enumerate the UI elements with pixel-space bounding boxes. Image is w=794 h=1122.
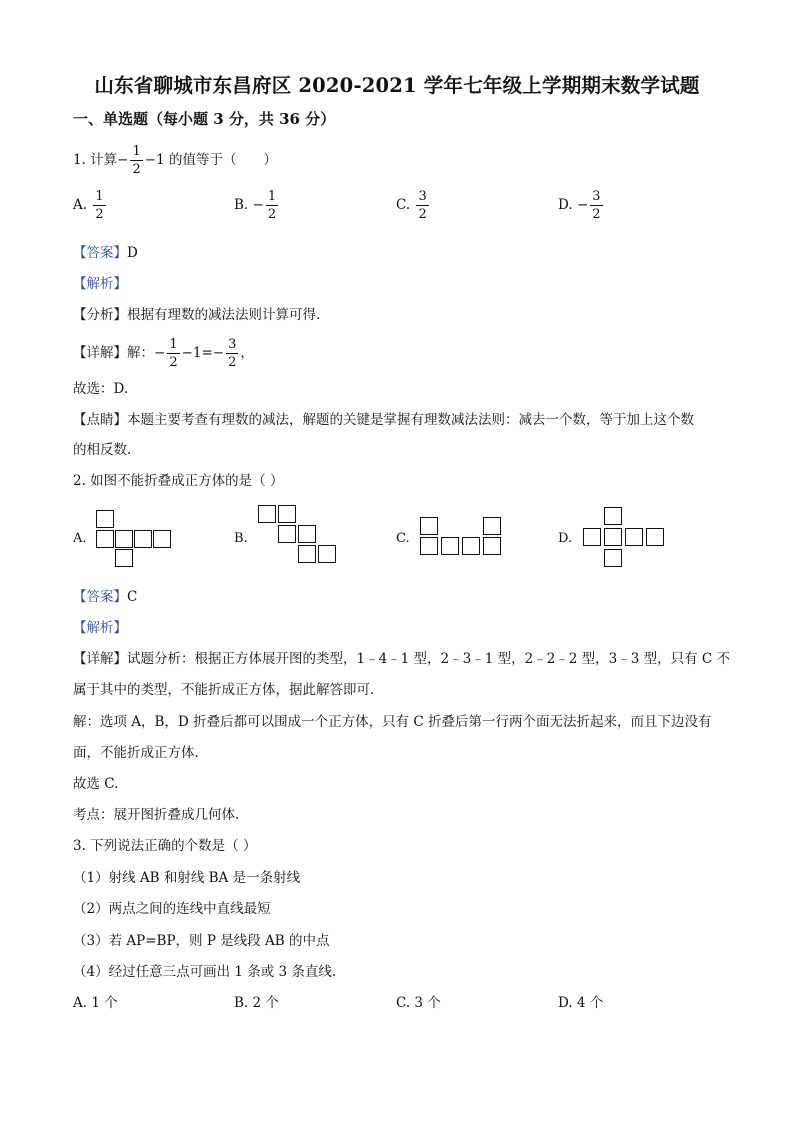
q2-detail-line2: 属于其中的类型，不能折成正方体，据此解答即可. — [73, 682, 375, 698]
net-square — [441, 537, 459, 555]
net-square — [483, 537, 501, 555]
q3-option-b: B. 2 个 — [234, 995, 279, 1011]
net-square — [298, 545, 316, 563]
q3-item: （1）射线 AB 和射线 BA 是一条射线 — [73, 870, 301, 886]
net-square — [318, 545, 336, 563]
net-square — [420, 537, 438, 555]
net-square — [604, 507, 622, 525]
net-square — [420, 517, 438, 535]
q1-option-c: C. $\frac{3}{2}$ — [396, 189, 427, 222]
q1-analysis-tag: 【解析】 — [73, 276, 127, 292]
q2-kaodian: 考点：展开图折叠成几何体. — [73, 807, 240, 823]
q1-detail: 【详解】解：− $\frac{1}{2}$ −1=− $\frac{3}{2}$ ， — [73, 337, 254, 370]
q3-item: （2）两点之间的连线中直线最短 — [73, 901, 271, 917]
q3-item: （3）若 AP=BP，则 P 是线段 AB 的中点 — [73, 933, 330, 949]
q2-analysis-tag: 【解析】 — [73, 620, 127, 636]
q2-option-d-label: D. — [558, 531, 573, 546]
q2-option-c-label: C. — [396, 531, 410, 546]
question-3-stem: 3. 下列说法正确的个数是（ ） — [73, 838, 257, 854]
net-square — [298, 525, 316, 543]
q2-option-a-label: A. — [73, 531, 87, 546]
question-2-stem: 2. 如图不能折叠成正方体的是（ ） — [73, 473, 284, 489]
net-square — [604, 528, 622, 546]
question-1-stem: 1. 计算− $\frac{1}{2}$ −1 的值等于（ ） — [73, 144, 277, 177]
q2-solution-line1: 解：选项 A，B，D 折叠后都可以围成一个正方体，只有 C 折叠后第一行两个面无法折起来，而且下边没有 — [73, 714, 712, 730]
q3-option-d: D. 4 个 — [558, 995, 604, 1011]
q1-comment-line2: 的相反数. — [73, 442, 132, 458]
q2-option-b-label: B. — [234, 531, 248, 546]
net-square — [153, 530, 171, 548]
section-heading: 一、单选题（每小题 3 分，共 36 分） — [73, 110, 336, 128]
net-square — [646, 528, 664, 546]
net-square — [483, 517, 501, 535]
page-title: 山东省聊城市东昌府区 2020-2021 学年七年级上学期期末数学试题 — [94, 74, 700, 97]
fraction: $\frac{1}{2}$ — [132, 144, 141, 177]
q2-answer: 【答案】C — [73, 589, 138, 605]
net-square — [625, 528, 643, 546]
q2-solution-line2: 面，不能折成正方体. — [73, 745, 199, 761]
q3-item: （4）经过任意三点可画出 1 条或 3 条直线. — [73, 964, 337, 980]
net-square — [96, 510, 114, 528]
net-square — [115, 549, 133, 567]
q1-comment-line1: 【点睛】本题主要考查有理数的减法，解题的关键是掌握有理数减法法则：减去一个数，等于加上这个数 — [73, 412, 694, 428]
net-square — [278, 525, 296, 543]
net-square — [462, 537, 480, 555]
net-square — [583, 528, 601, 546]
net-square — [604, 549, 622, 567]
q2-choose: 故选 C. — [73, 776, 119, 792]
net-square — [96, 530, 114, 548]
q3-option-c: C. 3 个 — [396, 995, 441, 1011]
q1-fenxi: 【分析】根据有理数的减法法则计算可得. — [73, 307, 321, 323]
net-square — [134, 530, 152, 548]
q1-option-b: B. − $\frac{1}{2}$ — [234, 189, 277, 222]
q2-detail-line1: 【详解】试题分析：根据正方体展开图的类型，1﹣4﹣1 型，2﹣3﹣1 型，2﹣2﹣2 型，3﹣3 型，只有 C 不 — [73, 651, 731, 667]
q1-option-d: D. − $\frac{3}{2}$ — [558, 189, 601, 222]
net-square — [115, 530, 133, 548]
q1-option-a: A. $\frac{1}{2}$ — [73, 189, 104, 222]
q1-answer: 【答案】D — [73, 245, 138, 261]
q1-choose: 故选：D. — [73, 381, 129, 397]
net-square — [278, 505, 296, 523]
net-square — [258, 505, 276, 523]
q3-option-a: A. 1 个 — [73, 995, 118, 1011]
